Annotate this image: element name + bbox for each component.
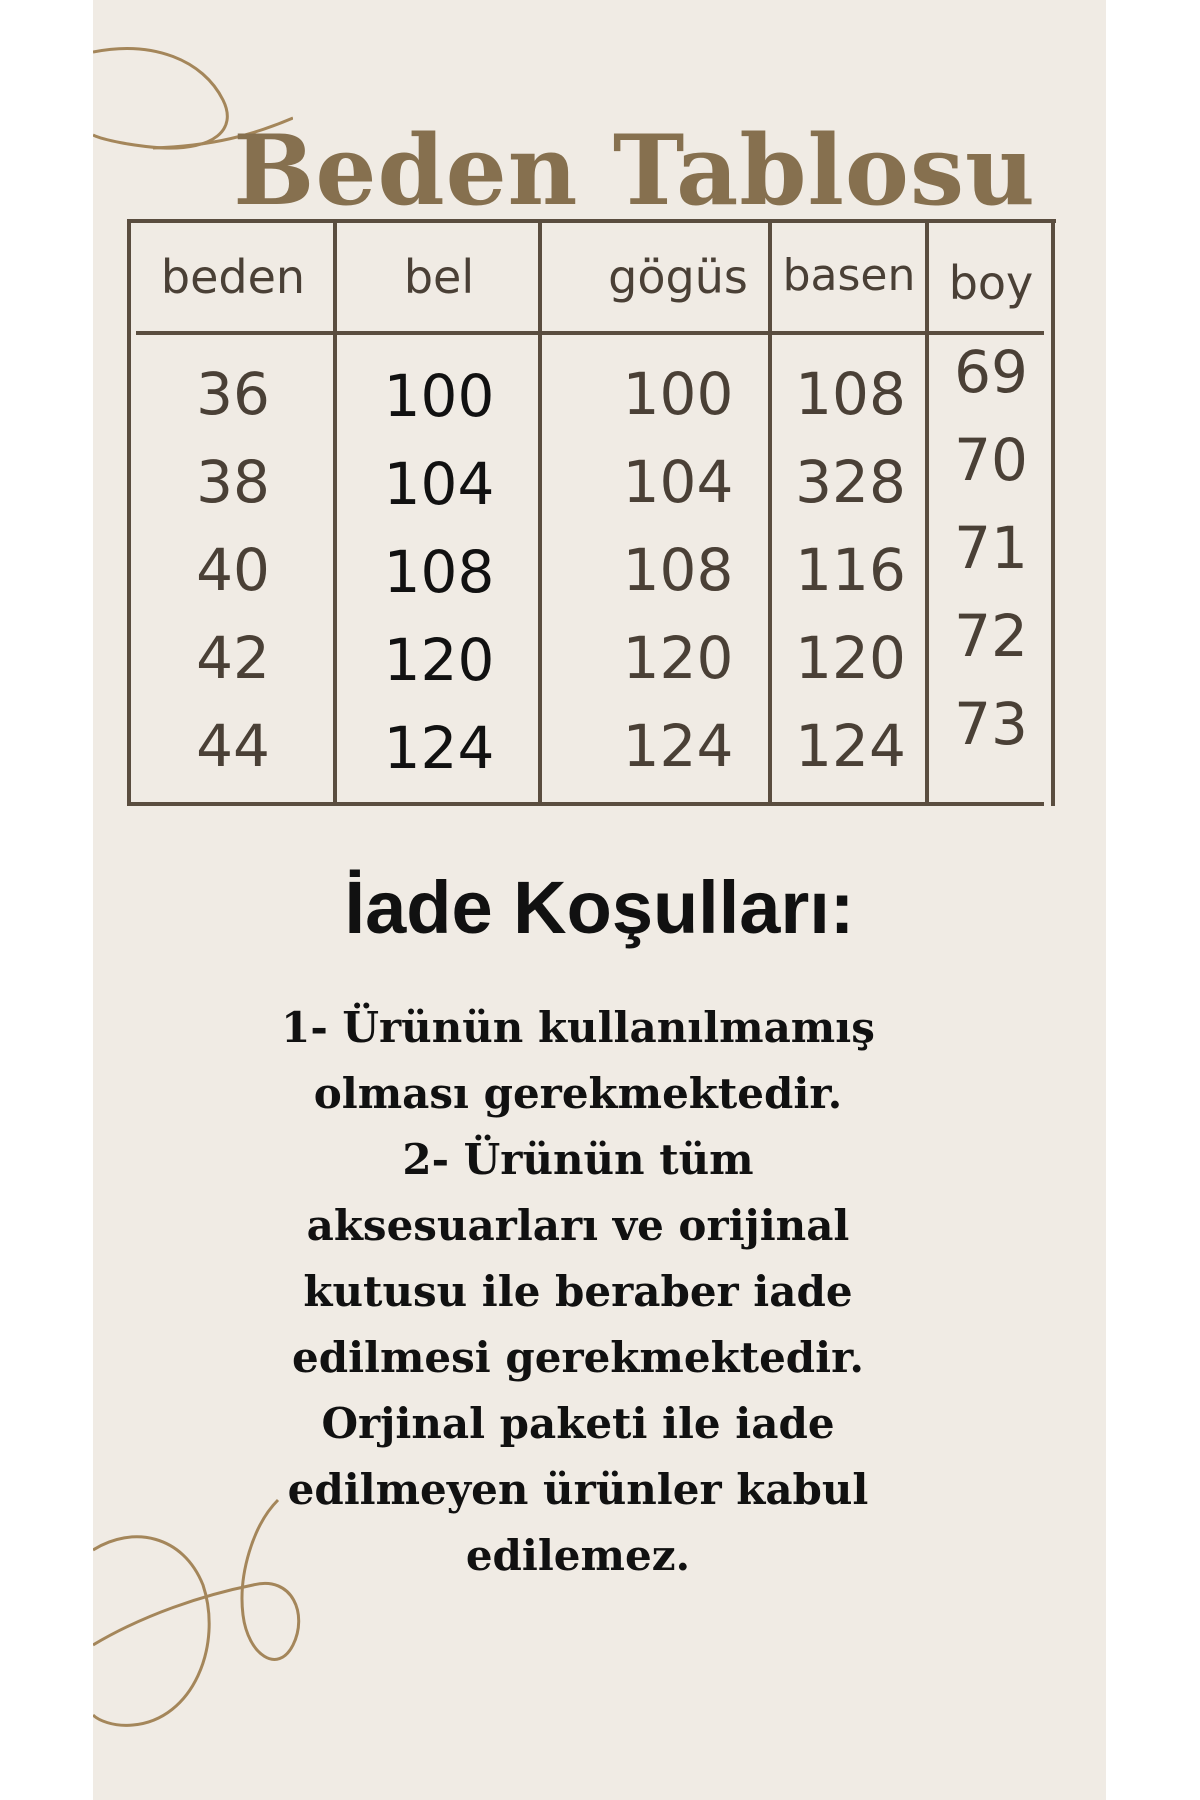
table-cell: 44	[196, 712, 270, 780]
table-cell: 124	[622, 712, 734, 780]
table-cell: 73	[954, 690, 1028, 758]
returns-line: kutusu ile beraber iade	[303, 1267, 853, 1316]
table-cell: 328	[795, 448, 906, 516]
header-beden: beden	[160, 250, 306, 304]
table-cell: 70	[954, 426, 1028, 494]
table-cell: 104	[383, 450, 495, 518]
table-cell: 72	[954, 602, 1028, 670]
table-cell: 124	[795, 712, 906, 780]
table-cell: 100	[383, 362, 495, 430]
returns-line: 1- Ürünün kullanılmamış	[281, 1003, 875, 1052]
table-cell: 108	[622, 536, 734, 604]
header-boy: boy	[948, 256, 1034, 310]
table-cell: 40	[196, 536, 270, 604]
table-cell: 108	[383, 538, 495, 606]
table-cell: 120	[383, 626, 495, 694]
table-cell: 124	[383, 714, 495, 782]
returns-line: Orjinal paketi ile iade	[321, 1399, 835, 1448]
table-cell: 120	[622, 624, 734, 692]
column-beden	[133, 350, 333, 790]
returns-line: edilmeyen ürünler kabul	[287, 1465, 869, 1514]
returns-line: edilemez.	[465, 1531, 691, 1580]
returns-line: aksesuarları ve orijinal	[306, 1201, 850, 1250]
column-basen	[773, 350, 928, 790]
table-cell: 116	[795, 536, 906, 604]
returns-line: 2- Ürünün tüm	[402, 1135, 754, 1184]
returns-title: İade Koşulları:	[344, 866, 855, 949]
returns-line: olması gerekmektedir.	[313, 1069, 843, 1118]
table-cell: 120	[795, 624, 906, 692]
table-cell: 36	[196, 360, 270, 428]
header-gogus: gögüs	[608, 250, 748, 304]
column-boy	[929, 328, 1053, 768]
table-cell: 71	[954, 514, 1028, 582]
returns-line: edilmesi gerekmektedir.	[291, 1333, 865, 1382]
table-cell: 104	[622, 448, 734, 516]
swirl-decoration-bottom	[93, 1495, 323, 1735]
table-cell: 42	[196, 624, 270, 692]
header-basen: basen	[782, 250, 916, 301]
table-cell: 108	[795, 360, 906, 428]
table-cell: 38	[196, 448, 270, 516]
page	[93, 0, 1106, 1800]
page-title: Beden Tablosu	[233, 114, 1036, 228]
column-gogus	[563, 350, 793, 790]
column-bel	[339, 352, 539, 792]
table-cell: 69	[954, 338, 1028, 406]
header-bel: bel	[403, 250, 475, 304]
table-cell: 100	[622, 360, 734, 428]
